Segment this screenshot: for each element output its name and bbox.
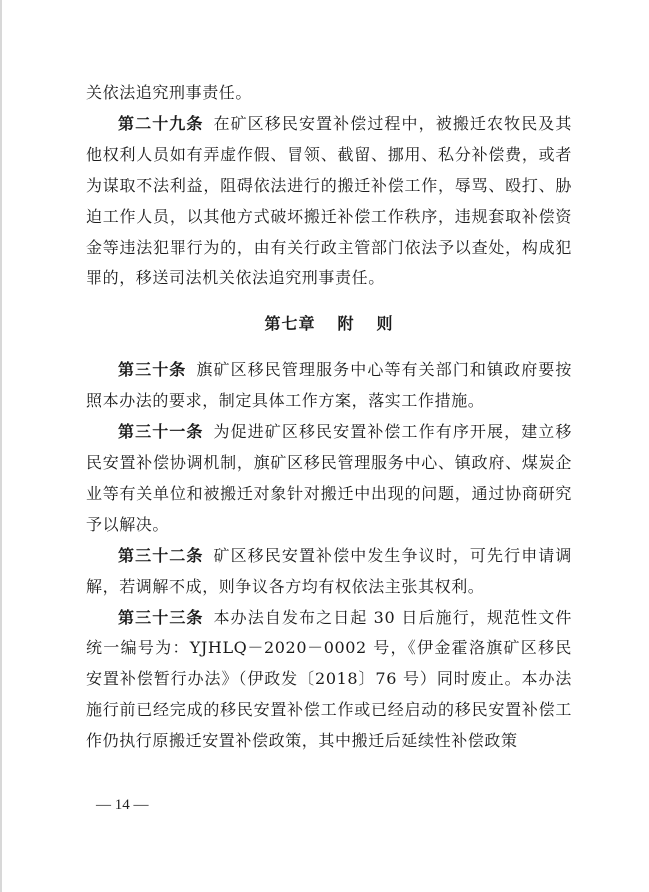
article-heading: 第二十九条 bbox=[118, 113, 204, 133]
article-text: 旗矿区移民管理服务中心等有关部门和镇政府要按照本办法的要求，制定具体工作方案，落实工作措施。 bbox=[86, 360, 572, 411]
chapter-heading bbox=[86, 309, 572, 340]
article-heading: 第三十一条 bbox=[118, 422, 204, 442]
article-text: 本办法自发布之日起 30 日后施行，规范性文件统一编号为：YJHLQ－2020－0002 号，《伊金霍洛旗矿区移民安置补偿暂行办法》（伊政发〔2018〕76 号）同时废止。本办法施行前已经完成的移民安置补偿工作或已经启动的移民安置补偿工作仍执行原搬迁安置补偿政策，其中搬迁后延续性补偿政策 bbox=[86, 607, 572, 751]
article-text: 矿区移民安置补偿中发生争议时，可先行申请调解，若调解不成，则争议各方均有权依法主张其权利。 bbox=[86, 545, 572, 596]
chapter-number: 第七章 bbox=[264, 314, 316, 334]
article-29 bbox=[86, 109, 572, 294]
article-heading: 第三十三条 bbox=[118, 607, 204, 627]
article-31 bbox=[86, 417, 572, 541]
article-32 bbox=[86, 541, 572, 603]
paragraph-continuation: 关依法追究刑事责任。 bbox=[86, 83, 253, 102]
page-edge bbox=[0, 0, 2, 892]
article-30 bbox=[86, 355, 572, 417]
article-text: 为促进矿区移民安置补偿工作有序开展，建立移民安置补偿协调机制，旗矿区移民管理服务中心、镇政府、煤炭企业等有关单位和被搬迁对象针对搬迁中出现的问题，通过协商研究予以解决。 bbox=[86, 422, 572, 534]
article-heading: 第三十二条 bbox=[118, 545, 204, 565]
article-heading: 第三十条 bbox=[118, 360, 187, 380]
body-text bbox=[86, 78, 572, 757]
article-33 bbox=[86, 603, 572, 758]
chapter-title-2: 则 bbox=[376, 314, 394, 334]
page-number: — 14 — bbox=[96, 797, 149, 813]
article-text: 在矿区移民安置补偿过程中，被搬迁农牧民及其他权利人员如有弄虚作假、冒领、截留、挪用、私分补偿费，或者为谋取不法利益，阻碍依法进行的搬迁补偿工作，辱骂、殴打、胁迫工作人员，以其他方式破坏搬迁补偿工作秩序，违规套取补偿资金等违法犯罪行为的，由有关行政主管部门依法予以查处，构成犯罪的，移送司法机关依法追究刑事责任。 bbox=[86, 113, 572, 288]
chapter-title-1: 附 bbox=[337, 314, 355, 334]
